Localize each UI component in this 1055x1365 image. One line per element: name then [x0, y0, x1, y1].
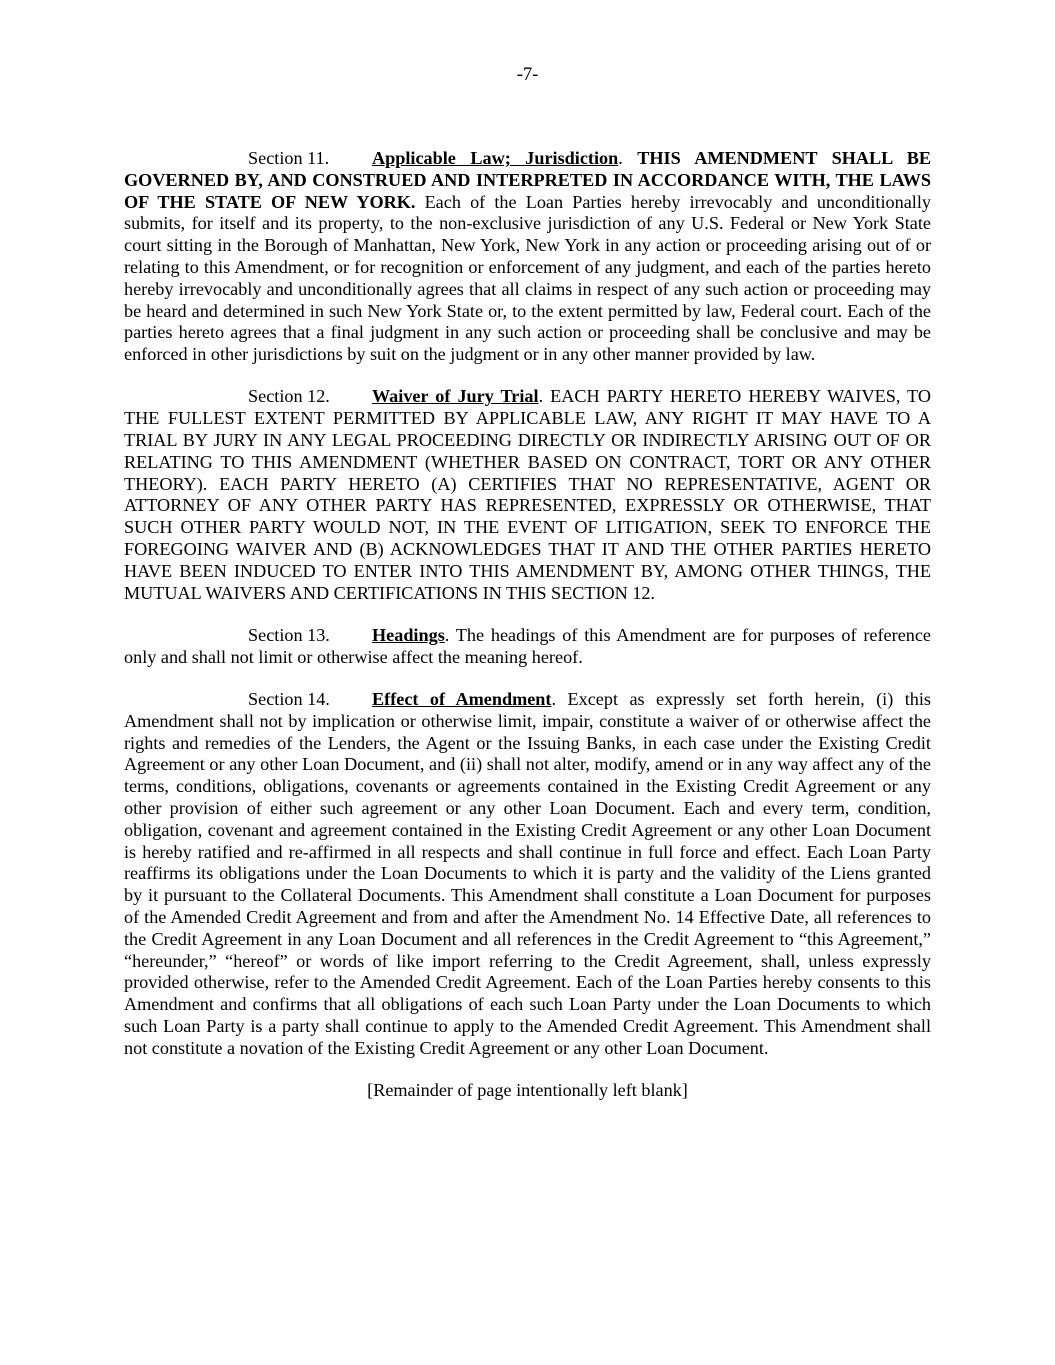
section-heading: Waiver of Jury Trial [372, 386, 539, 407]
heading-period: . [551, 689, 568, 710]
section-text: Except as expressly set forth herein, (i) this Amendment shall not by implication or otherwise limit, impair, constitute a waiver of or otherwise affect the rights and remedies of the Lenders, the Agent or the Issuing Banks, in each case under the Existing Credit Agreement or any other Loan Document, and (ii) shall not alter, modify, amend or in any way affect any of the terms, conditions, obligations, covenants or agreements contained in the Existing Credit Agreement or any other provision of either such agreement or any other Loan Document. Each and every term, condition, obligation, covenant and agreement contained in the Existing Credit Agreement or any other Loan Document is hereby ratified and re-affirmed in all respects and shall continue in full force and effect. Each Loan Party reaffirms its obligations under the Loan Documents to which it is party and the validity of the Liens granted by it pursuant to the Collateral Documents. This Amendment shall constitute a Loan Document for purposes of the Amended Credit Agreement and from and after the Amendment No. 14 Effective Date, all references to the Credit Agreement in any Loan Document and all references in the Credit Agreement to “this Agreement,” “hereunder,” “hereof” or words of like import referring to the Credit Agreement, shall, unless expressly provided otherwise, refer to the Amended Credit Agreement. Each of the Loan Parties hereby consents to this Amendment and confirms that all obligations of each such Loan Party under the Loan Documents to which such Loan Party is a party shall continue to apply to the Amended Credit Agreement. This Amendment shall not constitute a novation of the Existing Credit Agreement or any other Loan Document. [124, 689, 932, 1058]
document-body [124, 148, 931, 1120]
section-number: Section 11. [248, 148, 330, 168]
section-14 [124, 689, 931, 1060]
section-text: The headings of this Amendment are for purposes of reference only and shall not limit or otherwise affect the meaning hereof. [124, 624, 932, 667]
section-number: Section 13. [248, 624, 330, 645]
section-text: Each of the Loan Parties hereby irrevocably and unconditionally submits, for itself and its property, to the non-exclusive jurisdiction of any U.S. Federal or New York State court sitting in the Borough of Manhattan, New York, New York in any action or proceeding arising out of or relating to this Amendment, or for recognition or enforcement of any judgment, and each of the parties hereto hereby irrevocably and unconditionally agrees that all claims in respect of any such action or proceeding may be heard and determined in such New York State or, to the extent permitted by law, Federal court. Each of the parties hereto agrees that a final judgment in any such action or proceeding shall be conclusive and may be enforced in other jurisdictions by suit on the judgment or in any other manner provided by law. [124, 191, 931, 365]
section-heading: Applicable Law; Jurisdiction [372, 148, 619, 168]
section-heading: Headings [372, 624, 445, 645]
closing-note: [Remainder of page intentionally left blank] [367, 1080, 688, 1101]
section-12 [124, 386, 931, 604]
section-number: Section 14. [248, 689, 330, 710]
heading-period: . [538, 386, 551, 407]
section-text: EACH PARTY HERETO HEREBY WAIVES, TO THE FULLEST EXTENT PERMITTED BY APPLICABLE LAW, ANY RIGHT IT MAY HAVE TO A TRIAL BY JURY IN ANY LEGAL PROCEEDING DIRECTLY OR INDIRECTLY ARISING OUT OF OR RELATING TO THIS AMENDMENT (WHETHER BASED ON CONTRACT, TORT OR ANY OTHER THEORY). EACH PARTY HERETO (A) CERTIFIES THAT NO REPRESENTATIVE, AGENT OR ATTORNEY OF ANY OTHER PARTY HAS REPRESENTED, EXPRESSLY OR OTHERWISE, THAT SUCH OTHER PARTY WOULD NOT, IN THE EVENT OF LITIGATION, SEEK TO ENFORCE THE FOREGOING WAIVER AND (B) ACKNOWLEDGES THAT IT AND THE OTHER PARTIES HERETO HAVE BEEN INDUCED TO ENTER INTO THIS AMENDMENT BY, AMONG OTHER THINGS, THE MUTUAL WAIVERS AND CERTIFICATIONS IN THIS SECTION 12. [124, 386, 931, 603]
section-bold-text: THIS AMENDMENT SHALL BE GOVERNED BY, AND CONSTRUED AND INTERPRETED IN ACCORDANCE WITH, THE LAWS OF THE STATE OF NEW YORK. [124, 148, 931, 212]
section-13 [124, 625, 931, 669]
section-11 [124, 148, 931, 366]
section-number: Section 12. [248, 386, 330, 407]
section-heading: Effect of Amendment [372, 689, 552, 710]
heading-period: . [444, 624, 456, 645]
page-number: -7- [516, 65, 539, 85]
heading-period: . [618, 148, 638, 168]
